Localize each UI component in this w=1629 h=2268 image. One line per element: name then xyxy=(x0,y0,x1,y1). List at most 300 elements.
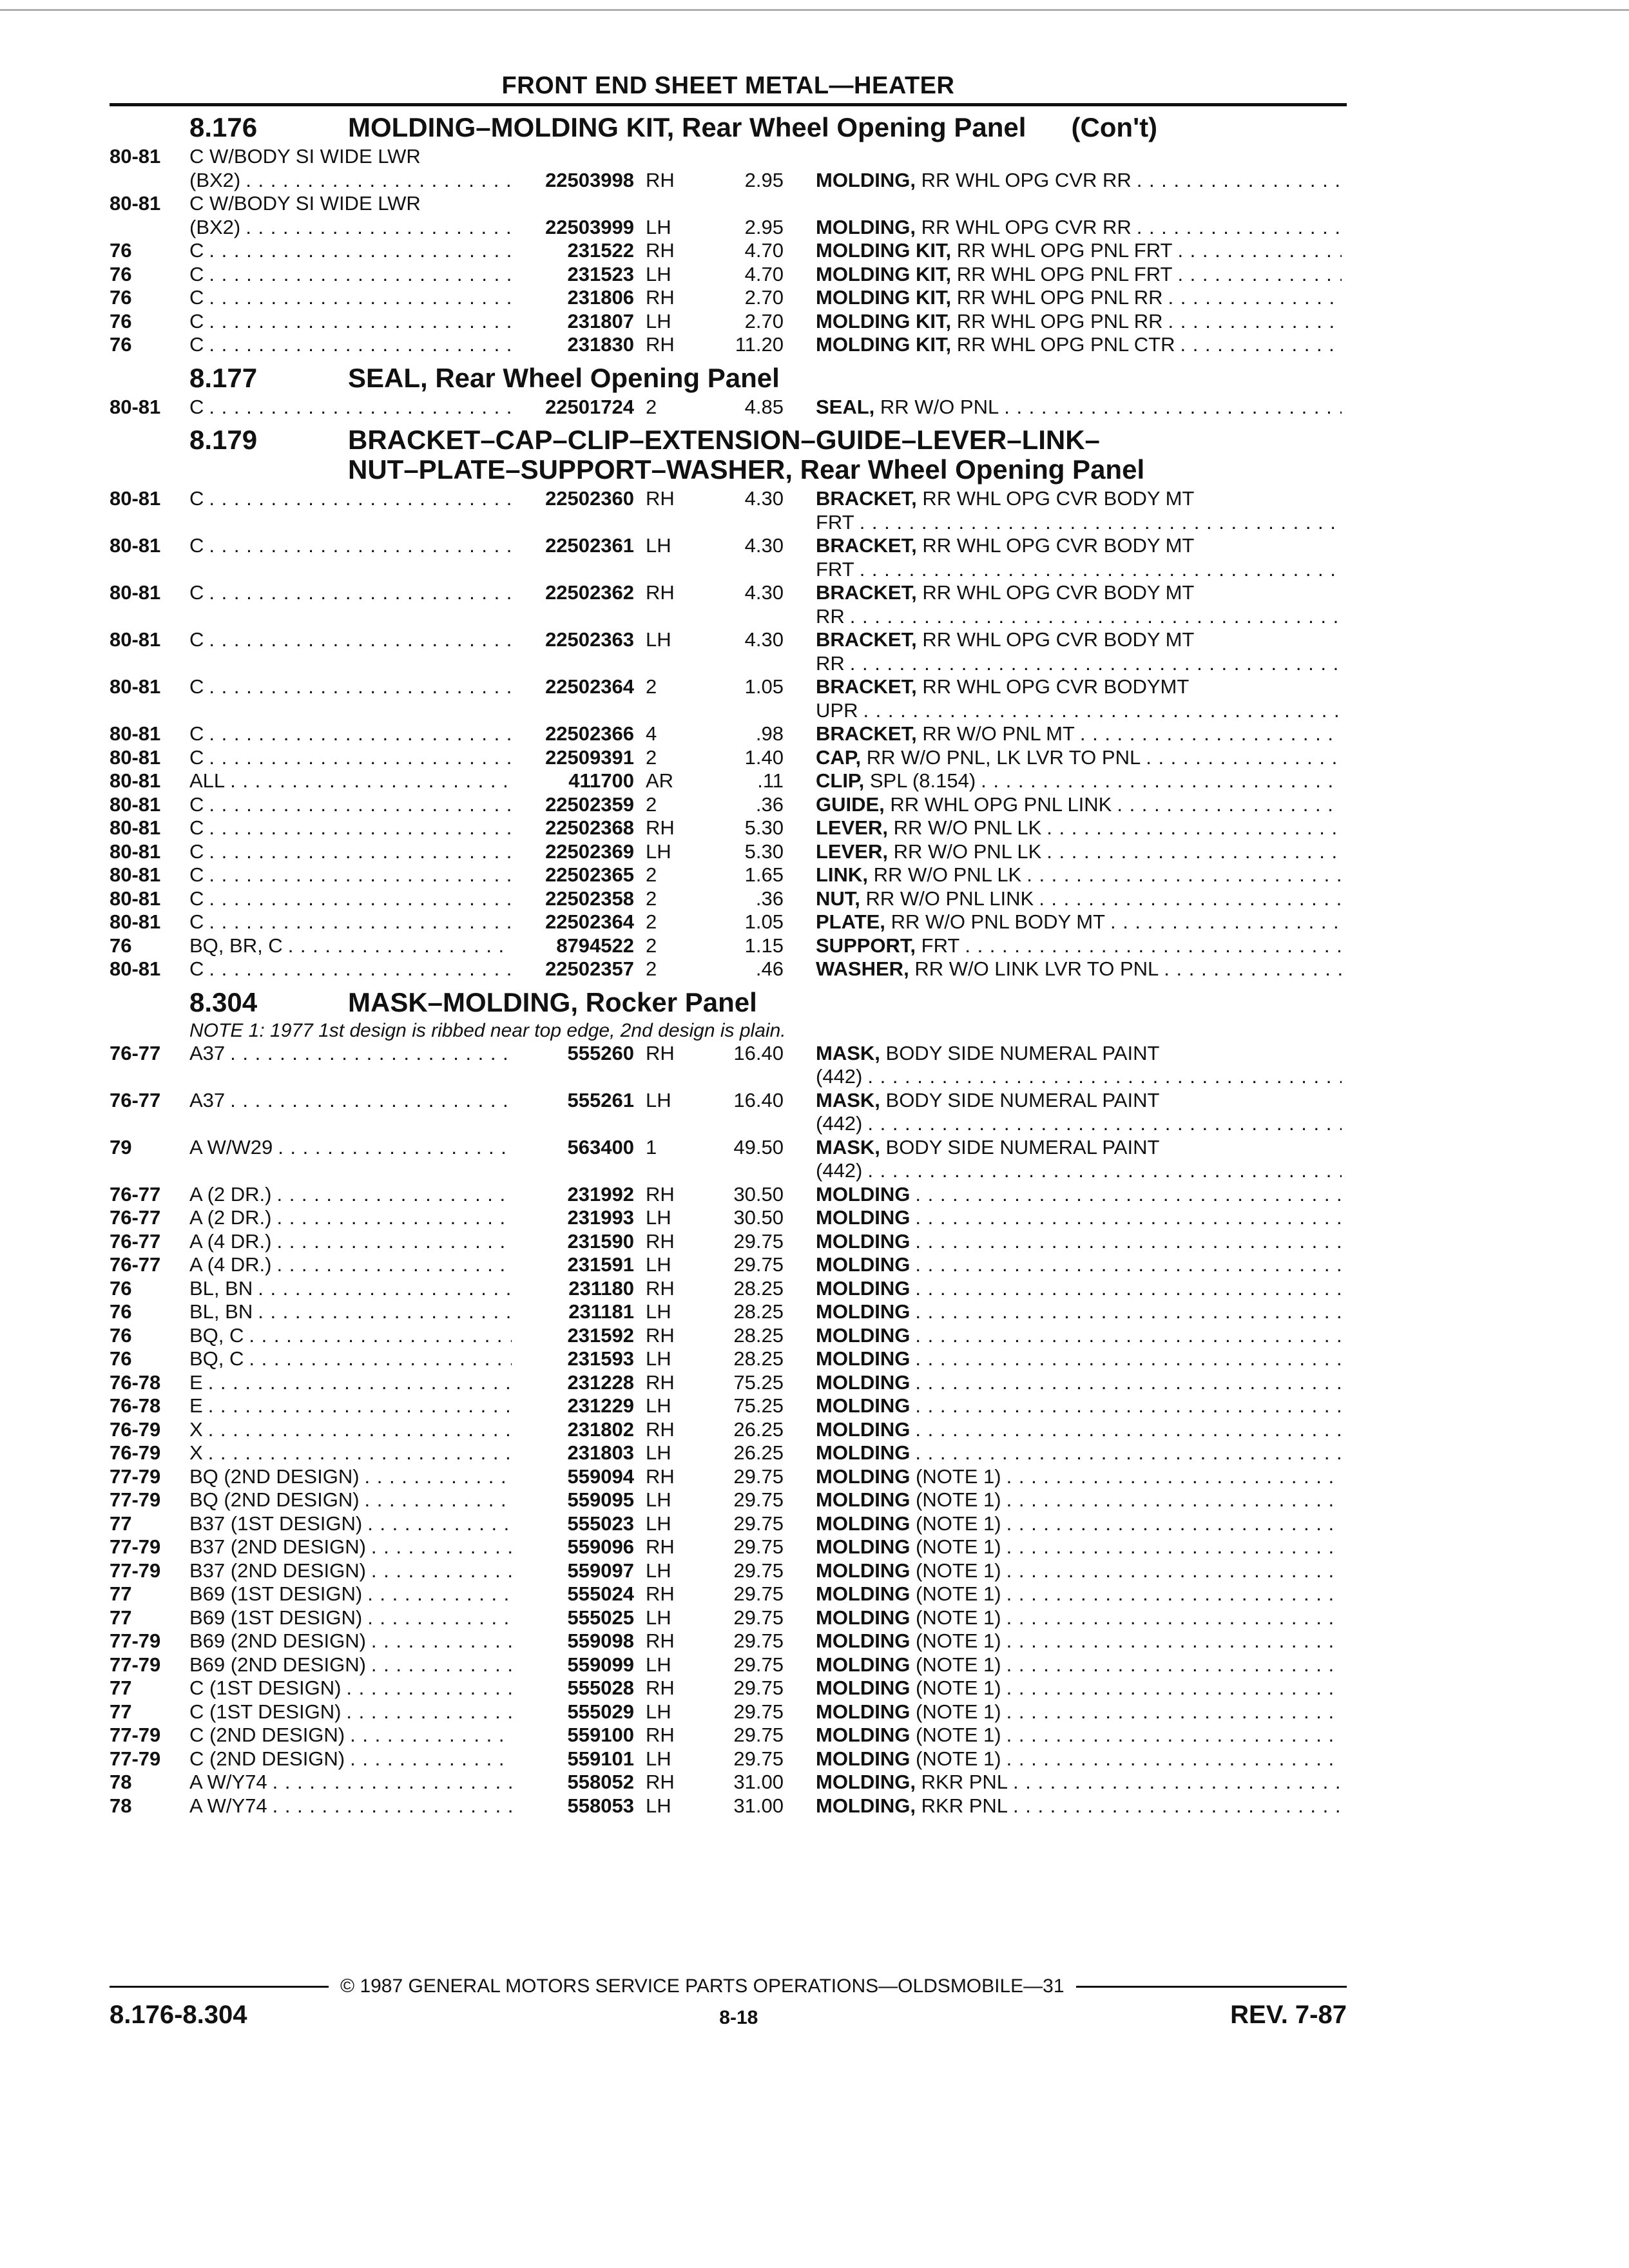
description xyxy=(816,840,1347,864)
application xyxy=(189,1724,634,1747)
description-line xyxy=(816,910,1347,934)
application-text: BQ, C xyxy=(189,1347,244,1370)
model-year: 76-77 xyxy=(110,1253,161,1276)
description-detail: BODY SIDE NUMERAL PAINT xyxy=(885,1041,1160,1064)
part-row xyxy=(110,581,1347,628)
footer-copyright: © 1987 GENERAL MOTORS SERVICE PARTS OPERATIONS—OLDSMOBILE—31 xyxy=(340,1975,1065,1997)
description-text xyxy=(816,769,976,793)
part-row xyxy=(110,1136,1347,1183)
description-continuation: RR xyxy=(816,651,845,675)
quantity: 2 xyxy=(646,863,657,886)
description-keyword: MASK, xyxy=(816,1088,880,1111)
part-number: 22503998 xyxy=(545,168,634,191)
description-line xyxy=(816,1230,1347,1254)
description-text xyxy=(816,263,1172,287)
description-line xyxy=(816,216,1347,240)
model-year: 77 xyxy=(110,1512,132,1535)
quantity: 2 xyxy=(646,793,657,816)
model-year: 77-79 xyxy=(110,1629,161,1652)
description-text xyxy=(816,581,1194,605)
description xyxy=(816,216,1347,240)
part-number: 231228 xyxy=(567,1370,634,1394)
dot-leader xyxy=(1004,396,1342,419)
application xyxy=(189,1394,634,1418)
part-number: 231522 xyxy=(567,239,634,262)
description-keyword: MOLDING xyxy=(816,1229,911,1253)
price: 29.75 xyxy=(733,1465,784,1488)
description-line xyxy=(816,1183,1347,1207)
application xyxy=(189,581,634,605)
description-keyword: MOLDING xyxy=(816,1441,911,1464)
header-rule xyxy=(110,103,1347,106)
description-detail: RR W/O PNL, LK LVR TO PNL xyxy=(866,745,1141,769)
description-text xyxy=(816,333,1175,357)
description-keyword: MOLDING xyxy=(816,1582,911,1605)
description-keyword: MOLDING xyxy=(816,1206,911,1229)
quantity: 2 xyxy=(646,395,657,418)
dot-leader xyxy=(1110,910,1342,934)
footer-rule-right xyxy=(1076,1986,1347,1988)
application xyxy=(189,1089,634,1113)
description-keyword: MOLDING KIT, xyxy=(816,286,952,309)
dot-leader xyxy=(371,1653,512,1677)
application xyxy=(189,310,634,334)
dot-leader xyxy=(246,169,512,193)
description-line xyxy=(816,934,1347,958)
dot-leader xyxy=(276,1230,512,1254)
description-keyword: LINK, xyxy=(816,863,868,886)
price: 75.25 xyxy=(733,1394,784,1417)
application xyxy=(189,1606,634,1630)
application-text: (BX2) xyxy=(189,168,241,191)
part-number: 559095 xyxy=(567,1488,634,1511)
section-number: 8.179 xyxy=(189,425,258,455)
dot-leader xyxy=(209,722,512,746)
part-number: 231593 xyxy=(567,1347,634,1370)
application xyxy=(189,263,634,287)
description-line xyxy=(816,628,1347,652)
part-number: 555260 xyxy=(567,1041,634,1064)
description-keyword: BRACKET, xyxy=(816,581,917,604)
part-number: 231181 xyxy=(568,1300,634,1323)
price: 5.30 xyxy=(744,816,784,839)
application-text: C xyxy=(189,262,204,285)
dot-leader xyxy=(1117,793,1342,817)
dot-leader xyxy=(1007,1582,1342,1606)
application-text: A W/W29 xyxy=(189,1135,273,1158)
part-row xyxy=(110,1206,1347,1230)
dot-leader xyxy=(1027,863,1342,887)
description-keyword: MOLDING, xyxy=(816,215,916,238)
price: 29.75 xyxy=(733,1229,784,1253)
description-text xyxy=(816,1371,910,1395)
description xyxy=(816,1582,1347,1606)
description-text xyxy=(816,887,1034,911)
part-row xyxy=(110,1606,1347,1630)
description-line xyxy=(816,310,1347,334)
dot-leader xyxy=(863,699,1342,723)
price: 4.70 xyxy=(744,239,784,262)
description-detail: (NOTE 1) xyxy=(916,1747,1001,1770)
description-keyword: NUT, xyxy=(816,887,860,910)
description-detail: (NOTE 1) xyxy=(916,1582,1001,1605)
description-text xyxy=(816,957,1159,981)
dot-leader xyxy=(350,1724,512,1747)
quantity: LH xyxy=(646,1488,671,1511)
footer-bottom xyxy=(110,2001,1347,2030)
part-number: 231180 xyxy=(568,1276,634,1300)
description xyxy=(816,793,1347,817)
application-text: A37 xyxy=(189,1088,226,1111)
model-year: 76 xyxy=(110,286,132,309)
model-year: 80-81 xyxy=(110,769,161,792)
application xyxy=(189,746,634,770)
application xyxy=(189,840,634,864)
description-text xyxy=(816,1559,1001,1583)
model-year: 76-78 xyxy=(110,1394,161,1417)
description-text xyxy=(816,746,1141,770)
quantity: RH xyxy=(646,816,675,839)
description xyxy=(816,1324,1347,1348)
description-keyword: MOLDING xyxy=(816,1347,911,1370)
scan-edge-line xyxy=(0,9,1629,11)
part-row xyxy=(110,333,1347,357)
description xyxy=(816,675,1347,722)
quantity: LH xyxy=(646,534,671,557)
application xyxy=(189,286,634,310)
part-number: 231807 xyxy=(567,309,634,332)
dot-leader xyxy=(209,239,512,263)
description-detail: RR WHL OPG CVR RR xyxy=(921,168,1132,191)
description-detail: RR WHL OPG PNL FRT xyxy=(956,262,1173,285)
application xyxy=(189,534,634,558)
quantity: RH xyxy=(646,1724,675,1746)
description-detail: SPL (8.154) xyxy=(869,769,976,792)
section-heading xyxy=(110,988,1347,1017)
description-line xyxy=(816,1042,1347,1066)
price: 1.40 xyxy=(744,745,784,769)
model-year: 80-81 xyxy=(110,722,161,745)
dot-leader xyxy=(209,675,512,699)
model-year: 77-79 xyxy=(110,1559,161,1582)
part-row xyxy=(110,1700,1347,1724)
description-detail: RR W/O PNL LK xyxy=(873,863,1022,886)
part-number: 22509391 xyxy=(545,745,634,769)
price: 2.70 xyxy=(744,309,784,332)
description-line xyxy=(816,1582,1347,1606)
quantity: 2 xyxy=(646,887,657,910)
model-year: 76-77 xyxy=(110,1229,161,1253)
dot-leader xyxy=(915,1253,1342,1277)
part-row xyxy=(110,1230,1347,1254)
description-keyword: MOLDING xyxy=(816,1394,911,1417)
part-row xyxy=(110,1488,1347,1512)
quantity: LH xyxy=(646,1794,671,1817)
description-keyword: WASHER, xyxy=(816,957,909,980)
price: .46 xyxy=(755,957,784,980)
footer-page-number: 8-18 xyxy=(719,2007,758,2028)
part-number: 555261 xyxy=(567,1088,634,1111)
model-year: 76-77 xyxy=(110,1182,161,1206)
price: 4.30 xyxy=(744,534,784,557)
part-number: 231803 xyxy=(567,1441,634,1464)
description-text xyxy=(816,628,1194,652)
section-title-text: MOLDING–MOLDING KIT, Rear Wheel Opening Panel xyxy=(348,112,1027,142)
part-number: 22502365 xyxy=(545,863,634,886)
model-year: 80-81 xyxy=(110,581,161,604)
part-row xyxy=(110,1677,1347,1700)
model-year: 77 xyxy=(110,1677,132,1699)
part-number: 22502359 xyxy=(545,793,634,816)
price: 1.65 xyxy=(744,863,784,886)
quantity: LH xyxy=(646,1441,671,1464)
dot-leader xyxy=(367,1512,512,1536)
dot-leader xyxy=(367,1582,512,1606)
part-number: 555023 xyxy=(567,1512,634,1535)
price: 31.00 xyxy=(733,1771,784,1793)
description-line-2 xyxy=(816,699,1347,723)
part-row xyxy=(110,816,1347,840)
page-footer xyxy=(110,1975,1347,2030)
description-line xyxy=(816,1653,1347,1677)
price: 29.75 xyxy=(733,1747,784,1770)
description-detail: RR WHL OPG PNL CTR xyxy=(956,333,1175,356)
description-line xyxy=(816,1724,1347,1747)
application xyxy=(189,1747,634,1771)
part-number: 231992 xyxy=(567,1182,634,1206)
part-row xyxy=(110,1418,1347,1442)
price: 29.75 xyxy=(733,1653,784,1676)
description-keyword: MOLDING KIT, xyxy=(816,333,952,356)
description xyxy=(816,910,1347,934)
description-continuation: FRT xyxy=(816,557,854,581)
description-keyword: MOLDING xyxy=(816,1724,911,1746)
description-line xyxy=(816,1465,1347,1489)
description-line-2 xyxy=(816,1159,1347,1183)
dot-leader xyxy=(915,1441,1342,1465)
section-number: 8.304 xyxy=(189,986,258,1017)
application xyxy=(189,487,634,511)
page-title: FRONT END SHEET METAL—HEATER xyxy=(501,72,955,99)
model-year: 78 xyxy=(110,1794,132,1817)
price: 30.50 xyxy=(733,1182,784,1206)
price: 1.05 xyxy=(744,910,784,933)
description xyxy=(816,1418,1347,1442)
description-text xyxy=(816,793,1112,817)
description xyxy=(816,1394,1347,1418)
dot-leader xyxy=(1137,169,1342,193)
description-keyword: MOLDING KIT, xyxy=(816,239,952,262)
part-number: 22502369 xyxy=(545,840,634,863)
part-number: 231592 xyxy=(567,1323,634,1347)
description-keyword: MASK, xyxy=(816,1041,880,1064)
dot-leader xyxy=(371,1535,512,1559)
quantity: RH xyxy=(646,487,675,510)
part-number: 22502357 xyxy=(545,957,634,980)
model-year: 80-81 xyxy=(110,628,161,651)
part-row xyxy=(110,746,1347,770)
application xyxy=(189,192,634,216)
quantity: 2 xyxy=(646,934,657,957)
model-year: 76 xyxy=(110,1276,132,1300)
part-number: 22502366 xyxy=(545,722,634,745)
part-number: 22502360 xyxy=(545,487,634,510)
part-row xyxy=(110,1300,1347,1324)
price: 1.15 xyxy=(744,934,784,957)
dot-leader xyxy=(208,1394,512,1418)
application xyxy=(189,910,634,934)
description-detail: (NOTE 1) xyxy=(916,1629,1001,1652)
description xyxy=(816,286,1347,310)
quantity: 2 xyxy=(646,745,657,769)
dot-leader xyxy=(230,1089,512,1113)
dot-leader xyxy=(288,934,512,958)
description xyxy=(816,1677,1347,1700)
description-line xyxy=(816,1535,1347,1559)
application xyxy=(189,145,634,169)
application-text: C (1ST DESIGN) xyxy=(189,1700,342,1723)
dot-leader xyxy=(860,511,1342,535)
quantity: LH xyxy=(646,840,671,863)
dot-leader xyxy=(1046,816,1342,840)
description-continuation: (442) xyxy=(816,1112,863,1135)
dot-leader xyxy=(1007,1606,1342,1630)
description xyxy=(816,1629,1347,1653)
model-year: 76-77 xyxy=(110,1088,161,1111)
application-text: BQ (2ND DESIGN) xyxy=(189,1488,360,1511)
dot-leader xyxy=(1007,1465,1342,1489)
part-number: 231523 xyxy=(567,262,634,285)
section-number: 8.176 xyxy=(189,112,258,142)
model-year: 80-81 xyxy=(110,675,161,698)
dot-leader xyxy=(915,1394,1342,1418)
application xyxy=(189,1206,634,1230)
part-row xyxy=(110,1535,1347,1559)
dot-leader xyxy=(1007,1629,1342,1653)
description-line xyxy=(816,863,1347,887)
description-text xyxy=(816,1277,910,1301)
description xyxy=(816,1136,1347,1183)
part-row xyxy=(110,1394,1347,1418)
description-line xyxy=(816,534,1347,558)
part-row xyxy=(110,286,1347,310)
part-row xyxy=(110,863,1347,887)
application xyxy=(189,169,634,193)
price: 29.75 xyxy=(733,1677,784,1699)
application-text: BQ, C xyxy=(189,1323,244,1347)
description-keyword: LEVER, xyxy=(816,840,888,863)
description-text xyxy=(816,1230,910,1254)
part-number: 559101 xyxy=(567,1747,634,1770)
dot-leader xyxy=(915,1300,1342,1324)
section-note: NOTE 1: 1977 1st design is ribbed near top edge, 2nd design is plain. xyxy=(189,1019,786,1041)
dot-leader xyxy=(208,1418,512,1442)
dot-leader xyxy=(350,1747,512,1771)
quantity: 2 xyxy=(646,675,657,698)
description xyxy=(816,1183,1347,1207)
description xyxy=(816,581,1347,628)
part-row xyxy=(110,1724,1347,1747)
model-year: 76 xyxy=(110,1300,132,1323)
application-text: (BX2) xyxy=(189,215,241,238)
price: 4.30 xyxy=(744,628,784,651)
description-line xyxy=(816,1394,1347,1418)
dot-leader xyxy=(1007,1488,1342,1512)
part-row xyxy=(110,1629,1347,1653)
description-detail: RR WHL OPG CVR RR xyxy=(921,215,1132,238)
dot-leader xyxy=(1007,1653,1342,1677)
description-keyword: BRACKET, xyxy=(816,628,917,651)
application-text: E xyxy=(189,1370,203,1394)
quantity: LH xyxy=(646,1512,671,1535)
application-text: C (2ND DESIGN) xyxy=(189,1724,345,1746)
application xyxy=(189,239,634,263)
part-row xyxy=(110,1559,1347,1583)
description xyxy=(816,628,1347,675)
description xyxy=(816,1488,1347,1512)
description-keyword: MOLDING xyxy=(816,1535,911,1558)
dot-leader xyxy=(850,605,1342,629)
application-text: BQ (2ND DESIGN) xyxy=(189,1465,360,1488)
description-line xyxy=(816,396,1347,419)
dot-leader xyxy=(365,1488,512,1512)
description-detail: RR W/O PNL BODY MT xyxy=(891,910,1105,933)
description-line xyxy=(816,581,1347,605)
description-line xyxy=(816,1512,1347,1536)
dot-leader xyxy=(346,1700,512,1724)
description xyxy=(816,239,1347,263)
price: 29.75 xyxy=(733,1559,784,1582)
part-number: 8794522 xyxy=(556,934,634,957)
description xyxy=(816,1535,1347,1559)
description-detail: RR WHL OPG PNL RR xyxy=(956,286,1163,309)
description-detail: RKR PNL xyxy=(921,1771,1008,1793)
model-year: 80-81 xyxy=(110,192,161,215)
description-text xyxy=(816,286,1163,310)
description-detail: RR WHL OPG CVR BODY MT xyxy=(922,581,1195,604)
model-year: 80-81 xyxy=(110,487,161,510)
part-number: 558052 xyxy=(567,1771,634,1793)
description xyxy=(816,1300,1347,1324)
description-continuation: RR xyxy=(816,604,845,628)
application-text: C xyxy=(189,675,204,698)
description-keyword: MOLDING, xyxy=(816,168,916,191)
application xyxy=(189,1653,634,1677)
part-number: 231802 xyxy=(567,1418,634,1441)
description-detail: RR WHL OPG CVR BODYMT xyxy=(922,675,1190,698)
application-text: C xyxy=(189,745,204,769)
price: 4.85 xyxy=(744,395,784,418)
price: 16.40 xyxy=(733,1041,784,1064)
description-line xyxy=(816,263,1347,287)
dot-leader xyxy=(915,1277,1342,1301)
description-text xyxy=(816,1347,910,1371)
dot-leader xyxy=(273,1771,512,1794)
description xyxy=(816,333,1347,357)
application xyxy=(189,816,634,840)
dot-leader xyxy=(249,1324,512,1348)
application-text: A (2 DR.) xyxy=(189,1206,272,1229)
description xyxy=(816,1794,1347,1818)
application-text: B69 (1ST DESIGN) xyxy=(189,1606,363,1629)
application-text: X xyxy=(189,1441,203,1464)
section-title-text: SEAL, Rear Wheel Opening Panel xyxy=(348,362,780,393)
application xyxy=(189,1371,634,1395)
part-row xyxy=(110,910,1347,934)
description-keyword: MOLDING xyxy=(816,1629,911,1652)
application-text: C xyxy=(189,957,204,980)
description-text xyxy=(816,722,1075,746)
